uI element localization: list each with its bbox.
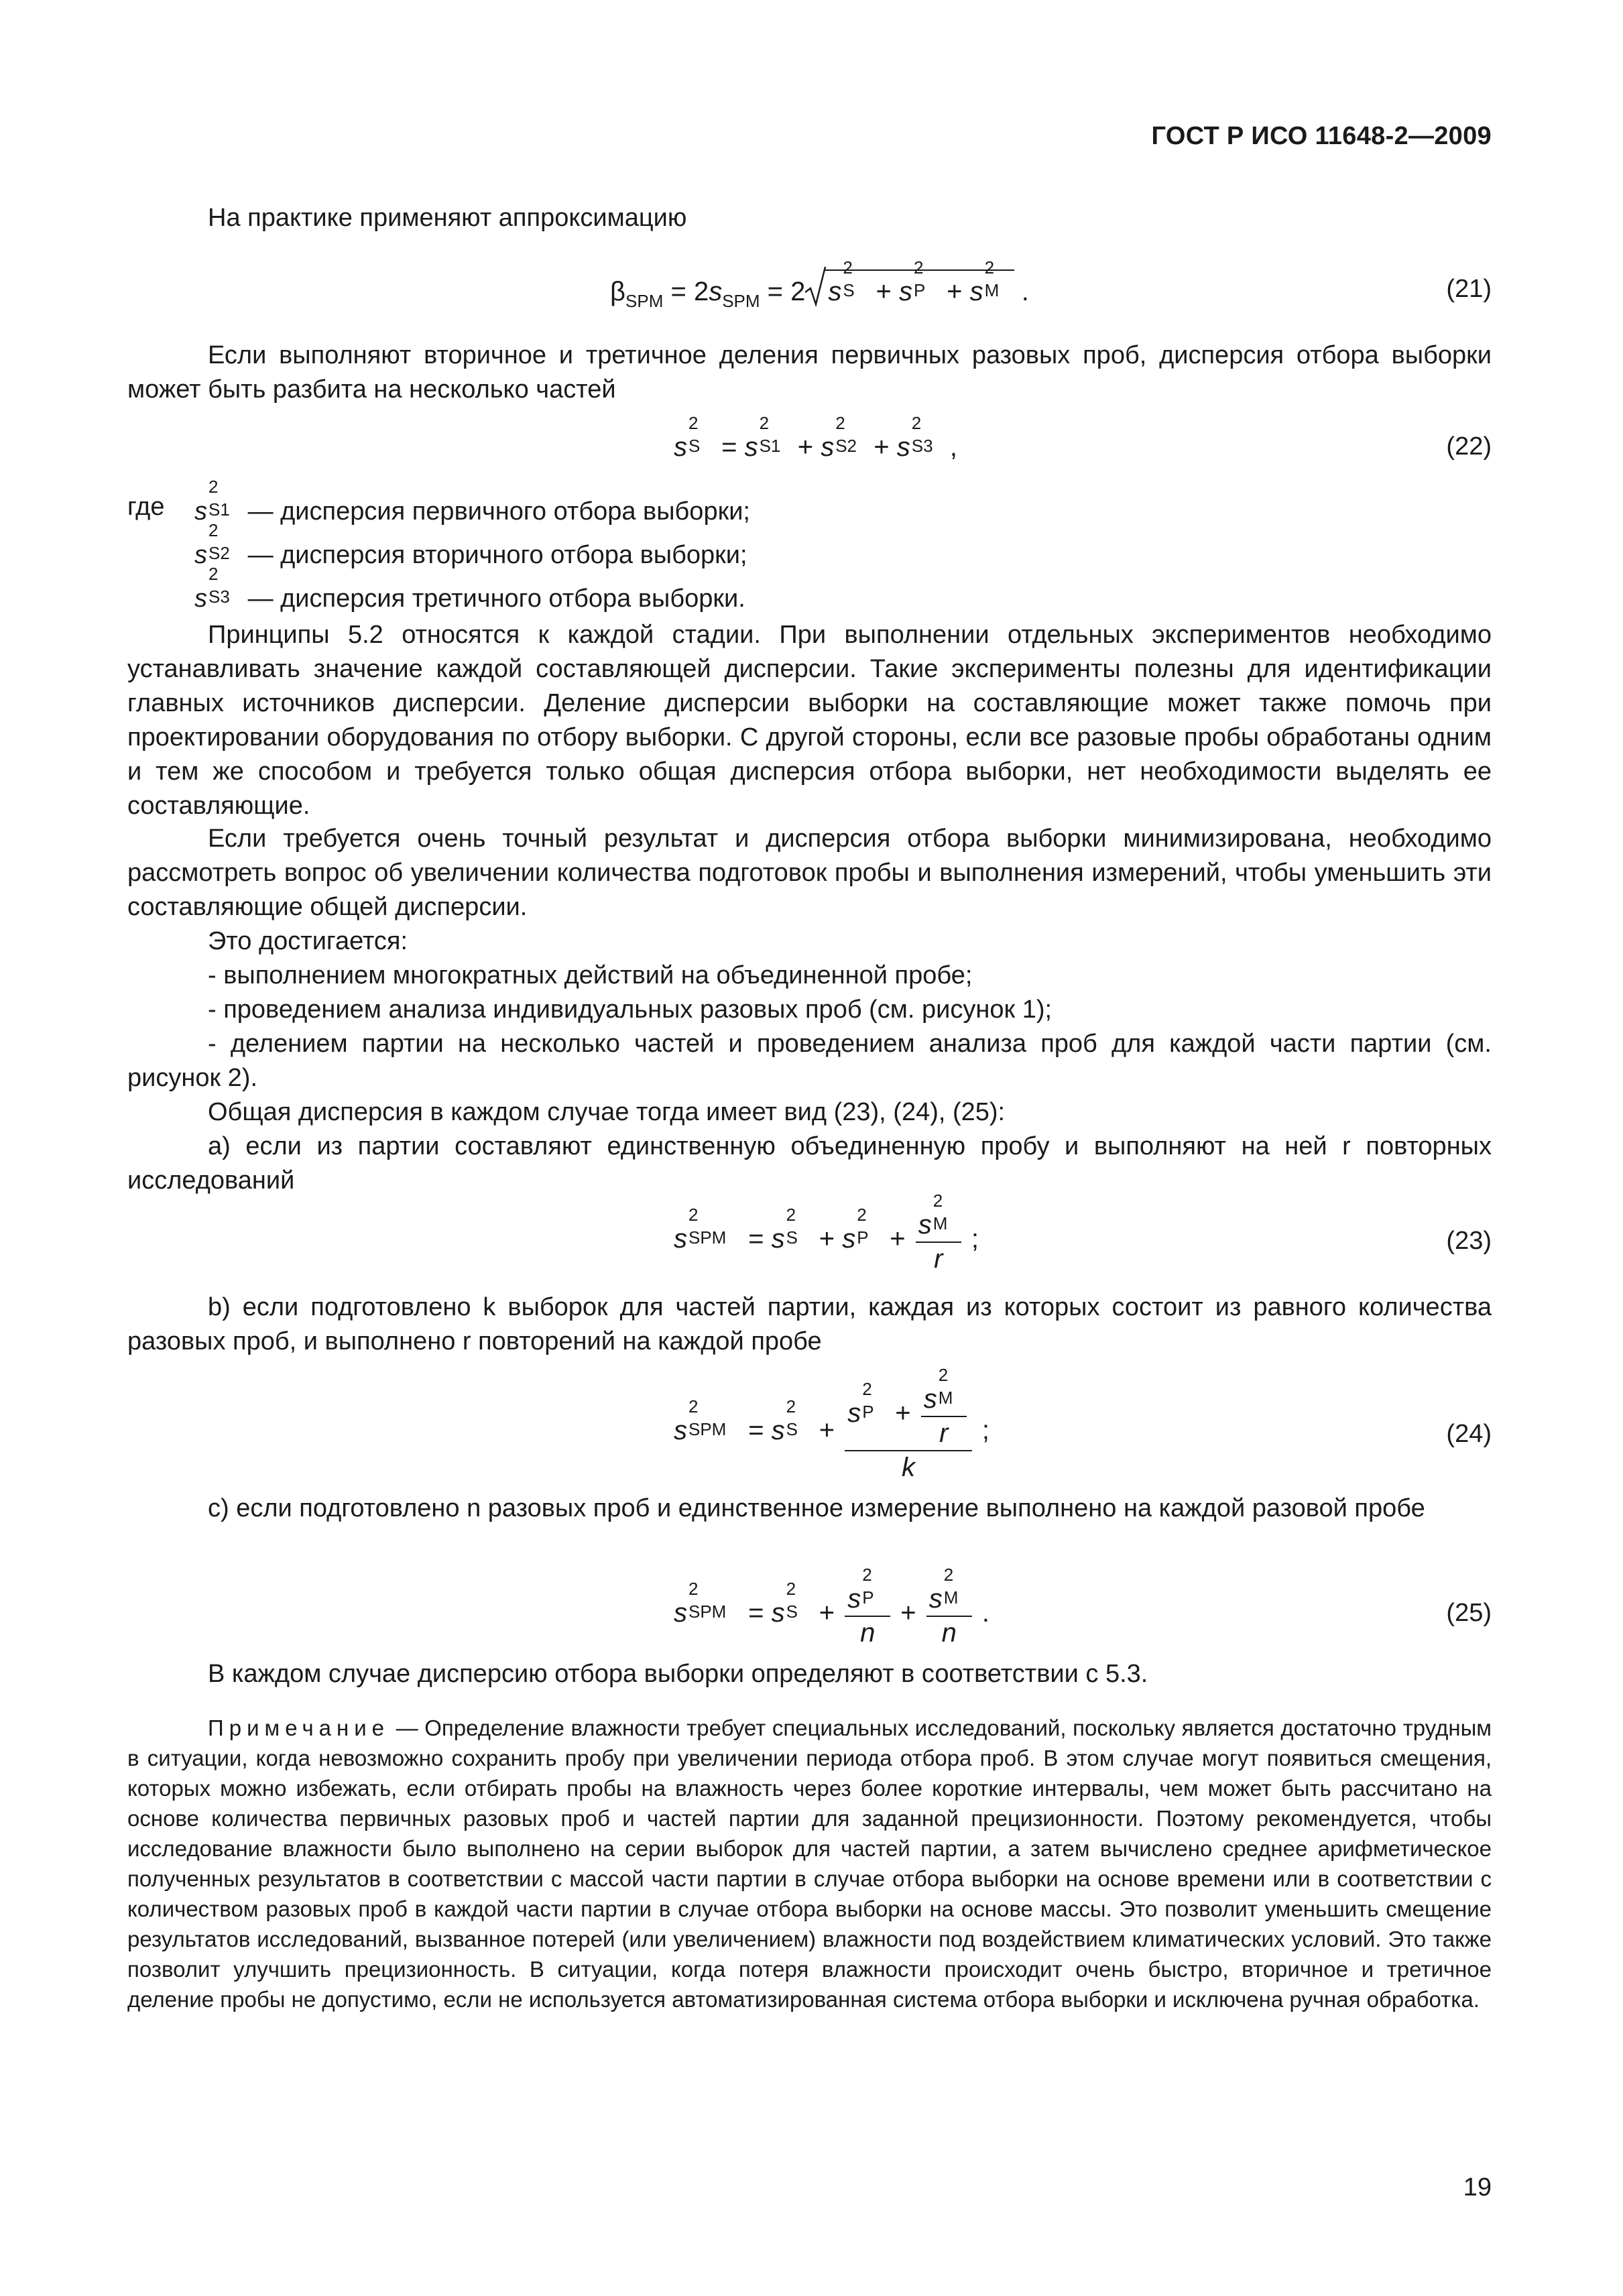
case-a-text: а) если из партии составляют единственную объединенную пробу и выполняют на ней r повторных исследований <box>127 1132 1492 1195</box>
where-item-3: s 2 S3 — дисперсия третичного отбора выборки. <box>194 564 745 613</box>
equation-21-number: (21) <box>1446 275 1492 303</box>
equation-25: s 2 SPM = s 2 S + s 2 P n + s 2 M n . <box>674 1565 990 1648</box>
bullet-2: - проведением анализа индивидуальных разовых проб (см. рисунок 1); <box>208 995 1053 1024</box>
paragraph-precise: Если требуется очень точный результат и дисперсия отбора выборки минимизирована, необходимо рассмотреть вопрос об увеличении количества подготовок пробы и выполнения измерений, чтобы уменьшить эти составляющие общей дисперсии. <box>127 825 1492 921</box>
where-item-3-text: — дисперсия третичного отбора выборки. <box>247 585 745 613</box>
document-id: ГОСТ Р ИСО 11648-2—2009 <box>1151 122 1492 150</box>
where-item-2: s 2 S2 — дисперсия вторичного отбора выборки; <box>194 520 747 569</box>
case-b-text: b) если подготовлено k выборок для частей партии, каждая из которых состоит из равного количества разовых проб, и выполнено r повторений на каждой пробе <box>127 1293 1492 1355</box>
where-item-2-text: — дисперсия вторичного отбора выборки; <box>247 541 747 569</box>
bullet-3: - делением партии на несколько частей и проведением анализа проб для каждой части партии (см. рисунок 2). <box>127 1030 1492 1092</box>
equation-25-number: (25) <box>1446 1599 1492 1627</box>
intro-text: На практике применяют аппроксимацию <box>208 204 687 232</box>
paragraph-secondary: Если выполняют вторичное и третичное деления первичных разовых проб, дисперсия отбора выборки может быть разбита на несколько частей <box>127 341 1492 404</box>
achieved-text: Это достигается: <box>208 927 408 955</box>
case-c-text: с) если подготовлено n разовых проб и единственное измерение выполнено на каждой разовой пробе <box>208 1494 1425 1522</box>
equation-24-number: (24) <box>1446 1420 1492 1448</box>
equation-23: s 2 SPM = s 2 S + s 2 P + s 2 M r ; <box>674 1191 979 1274</box>
bullet-1: - выполнением многократных действий на объединенной пробе; <box>208 961 973 989</box>
equation-22-number: (22) <box>1446 432 1492 461</box>
where-item-1: s 2 S1 — дисперсия первичного отбора выборки; <box>194 477 750 526</box>
where-label: где <box>127 493 165 521</box>
equation-23-number: (23) <box>1446 1227 1492 1255</box>
page-number: 19 <box>1463 2173 1492 2201</box>
general-text: Общая дисперсия в каждом случае тогда имеет вид (23), (24), (25): <box>208 1098 1006 1126</box>
equation-22: s 2 S = s 2 S1 + s 2 S2 + s 2 S3 , <box>674 413 958 462</box>
paragraph-principles: Принципы 5.2 относятся к каждой стадии. При выполнении отдельных экспериментов необходимо устанавливать значение каждой составляющей дисперсии. Такие эксперименты полезны для идентификации главных источников дисперсии. Деление дисперсии выборки на составляющие может также помочь при проектировании оборудования по отбору выборки. С другой стороны, если все разовые пробы обработаны одним и тем же способом и требуется только общая дисперсия отбора выборки, нет необходимости выделять ее составляющие. <box>127 621 1492 820</box>
document-page <box>127 0 1492 2296</box>
note-label: Примечание <box>208 1715 390 1740</box>
equation-24: s 2 SPM = s 2 S + s 2 P + s 2 M r k ; <box>674 1365 990 1482</box>
equation-21: $\beta_{SPM} = 2s_{SPM} = 2$ s 2 S + s 2 P + s 2 M . <box>610 257 1029 311</box>
note-text: — Определение влажности требует специальных исследований, поскольку является достаточно трудным в ситуации, когда невозможно сохранить пробу при увеличении периода отбора проб. В этом случае могут появиться смещения, которых можно избежать, если отбирать пробы на влажность через более короткие интервалы, чем может быть рассчитано на основе количества первичных разовых проб и частей партии для заданной прецизионности. Поэтому рекомендуется, чтобы исследование влажности было выполнено на серии выборок для частей партии, а затем вычислено среднее арифметическое полученных результатов в соответствии с массой части партии в случае отбора выборки на основе времени или в соответствии с количеством разовых проб в каждой части партии в случае отбора выборки на основе массы. Это позволит уменьшить смещение результатов исследований, вызванное потерей (или увеличением) влажности под воздействием климатических условий. Это также позволит улучшить прецизионность. В ситуации, когда потеря влажности происходит очень быстро, вторичное и третичное деление пробы не допустимо, если не используется автоматизированная система отбора выборки и исключена ручная обработка. <box>127 1715 1492 2012</box>
note-block <box>127 1713 1492 2014</box>
conclusion-text: В каждом случае дисперсию отбора выборки определяют в соответствии с 5.3. <box>208 1660 1148 1688</box>
where-item-1-text: — дисперсия первичного отбора выборки; <box>247 497 750 526</box>
